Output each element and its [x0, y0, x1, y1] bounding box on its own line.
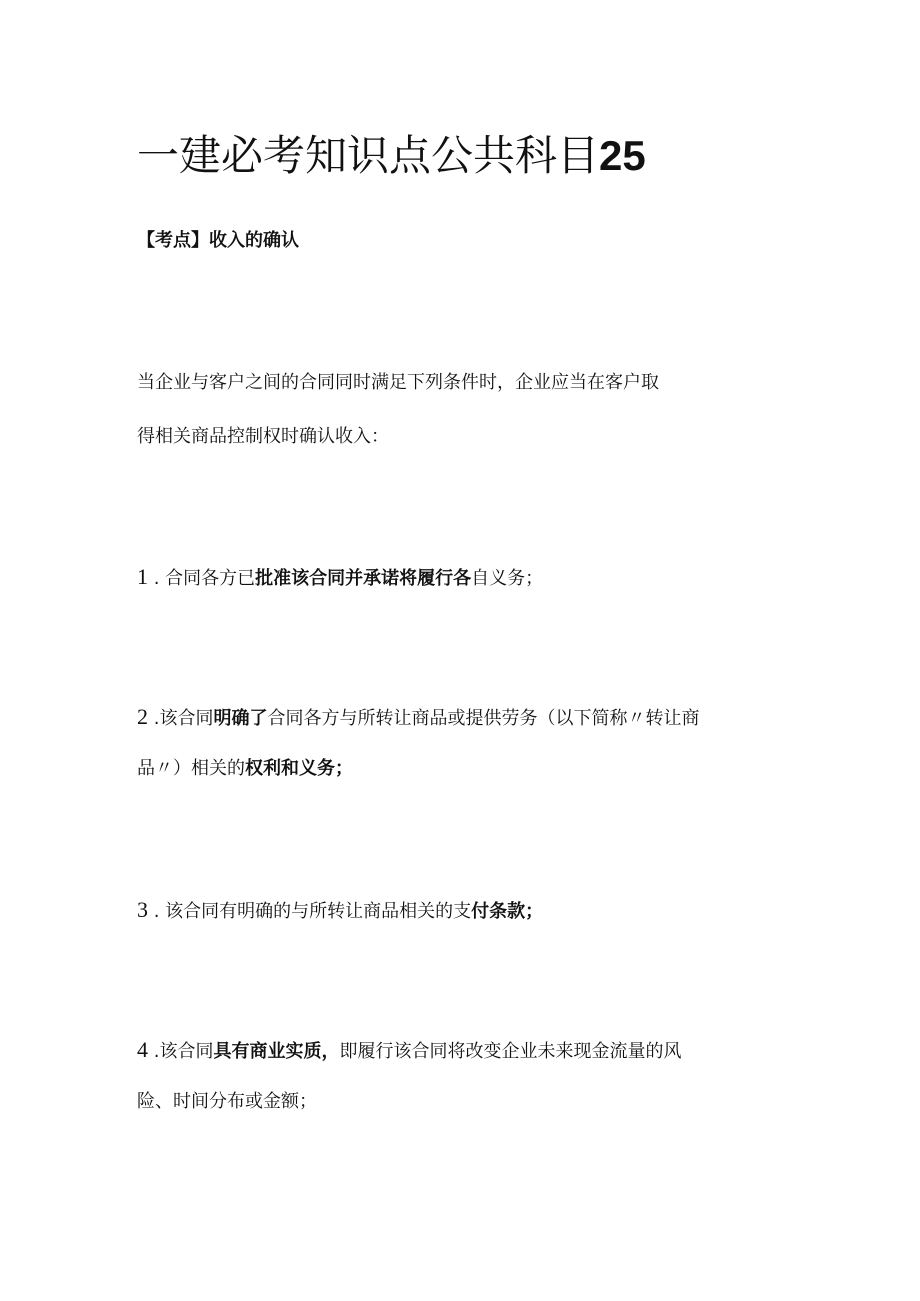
intro-line-2: 得相关商品控制权时确认收入：	[137, 426, 389, 447]
item-text: 即履行该合同将改变企业未来现金流量的风	[339, 1041, 682, 1062]
item-number: 3	[137, 897, 148, 922]
item-emphasis: 付条款；	[471, 901, 544, 922]
item-emphasis: 明确了	[213, 708, 268, 729]
item-separator: .	[148, 708, 160, 729]
item-text: 品〃）相关的	[137, 758, 245, 779]
condition-item-2-cont	[137, 756, 787, 782]
item-separator: .	[148, 568, 166, 589]
page-title	[137, 128, 646, 184]
item-text: 该合同	[159, 708, 214, 729]
item-text: 自义务；	[471, 568, 544, 589]
item-text: 合同各方已	[165, 568, 256, 589]
item-separator: .	[148, 901, 166, 922]
item-number: 2	[137, 704, 148, 729]
section-heading: 【考点】收入的确认	[137, 230, 299, 251]
item-text: 该合同有明确的与所转让商品相关的支	[165, 901, 472, 922]
item-emphasis: 权利和义务；	[245, 758, 353, 779]
item-separator: .	[148, 1041, 160, 1062]
intro-line-1: 当企业与客户之间的合同同时满足下列条件时，企业应当在客户取	[137, 372, 659, 393]
item-number: 1	[137, 564, 148, 589]
title-number: 25	[599, 132, 646, 179]
item-number: 4	[137, 1037, 148, 1062]
condition-item-4	[137, 1037, 787, 1065]
item-text: 该合同	[159, 1041, 214, 1062]
item-emphasis: 批准该合同并承诺将履行各	[255, 568, 472, 589]
item-text: 合同各方与所转让商品或提供劳务（以下简称〃转让商	[267, 708, 700, 729]
title-text: 一建必考知识点公共科目	[137, 131, 600, 180]
condition-item-1	[137, 564, 787, 592]
condition-item-4-cont: 险、时间分布或金额；	[137, 1091, 317, 1112]
condition-item-3	[137, 897, 787, 925]
item-emphasis: 具有商业实质，	[213, 1041, 340, 1062]
condition-item-2	[137, 704, 787, 732]
